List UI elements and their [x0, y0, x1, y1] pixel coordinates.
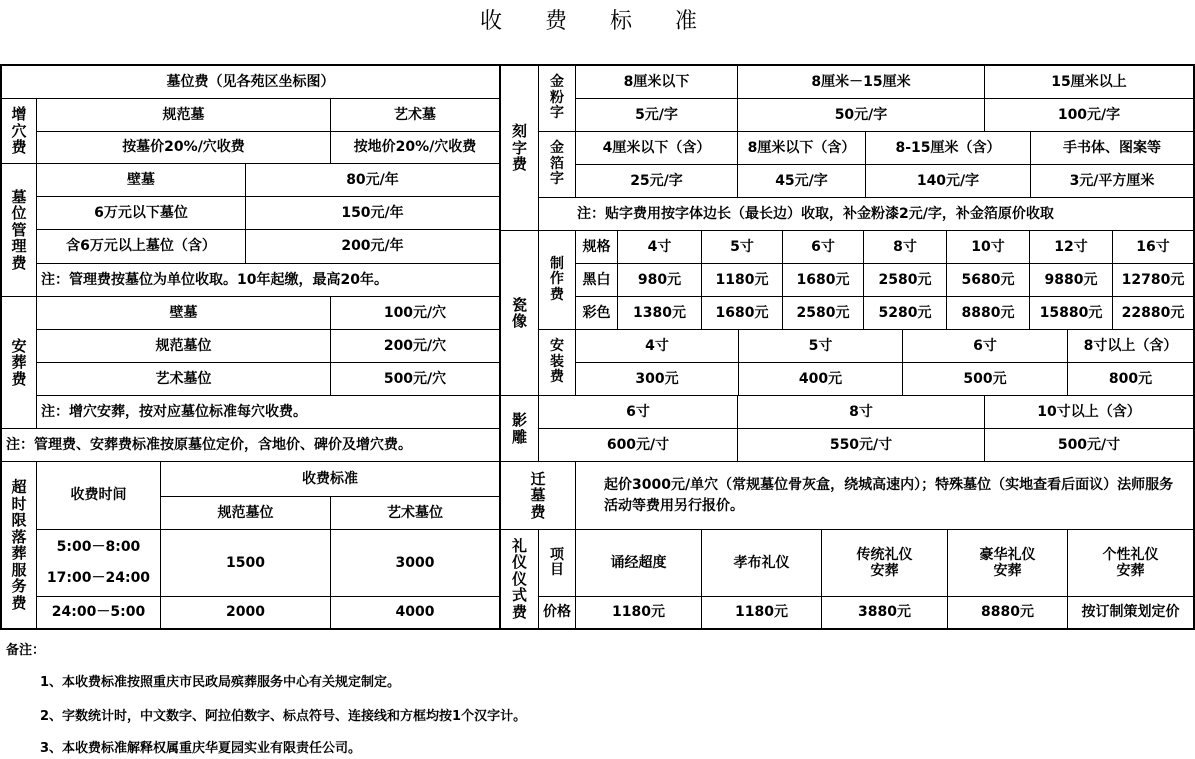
cell: 300元 [575, 362, 739, 396]
cell: 10寸以上（含） [984, 395, 1194, 429]
cell: 4厘米以下（含） [575, 131, 738, 165]
page-title: 收 费 标 准 [480, 9, 715, 34]
cell: 8880元 [947, 596, 1068, 629]
cell: 增 穴 费 [1, 98, 37, 164]
cell: 规范墓位 [36, 329, 331, 363]
cell: 孝布礼仪 [701, 529, 822, 597]
cell: 1180元 [575, 596, 702, 629]
cell: 6寸 [782, 230, 864, 264]
cell: 艺术墓位 [36, 362, 331, 396]
cell: 含6万元以上墓位（含） [36, 229, 246, 264]
note-item: 2、字数统计时，中文数字、阿拉伯数字、标点符号、连接线和方框均按1个汉字计。 [40, 709, 527, 724]
cell: 诵经超度 [575, 529, 702, 597]
cell: 1180元 [701, 263, 783, 297]
cell: 规格 [575, 230, 618, 264]
cell: 80元/年 [245, 163, 500, 197]
cell: 按地价20%/穴收费 [330, 131, 500, 164]
cell: 22880元 [1112, 296, 1194, 330]
note-row: 注：增穴安葬，按对应墓位标准每穴收费。 [36, 395, 500, 429]
cell: 45元/字 [737, 164, 866, 198]
notes-heading: 备注： [6, 643, 46, 658]
cell: 8-15厘米（含） [865, 131, 1031, 165]
cell: 5280元 [863, 296, 947, 330]
cell: 礼 仪 仪 式 费 [500, 529, 539, 629]
cell: 8寸 [863, 230, 947, 264]
cell: 150元/年 [245, 196, 500, 230]
cell: 制 作 费 [538, 230, 576, 330]
cell: 600元/寸 [538, 428, 738, 462]
cell: 2580元 [782, 296, 864, 330]
cell: 起价3000元/单穴（常规墓位骨灰盒，绕城高速内）；特殊墓位（实地查看后面议）法师服务活动等费用另行报价。 [575, 461, 1194, 530]
cell: 金 箔 字 [538, 131, 576, 198]
cell: 24:00－5:00 [36, 596, 161, 629]
cell: 2000 [160, 596, 331, 629]
cell: 2580元 [863, 263, 947, 297]
cell: 12寸 [1029, 230, 1113, 264]
cell: 豪华礼仪 安葬 [947, 529, 1068, 597]
cell: 5:00－8:00 17:00－24:00 [36, 529, 161, 597]
cell: 项 目 [538, 529, 576, 597]
cell: 迁 墓 费 [500, 461, 576, 530]
cell: 彩色 [575, 296, 618, 330]
cell: 9880元 [1029, 263, 1113, 297]
cell: 980元 [617, 263, 702, 297]
cell: 8厘米－15厘米 [737, 65, 985, 99]
cell: 6寸 [902, 329, 1068, 363]
cell: 10寸 [946, 230, 1030, 264]
cell: 4寸 [617, 230, 702, 264]
cell: 按订制策划定价 [1067, 596, 1194, 629]
cell: 5元/字 [575, 98, 738, 132]
cell: 4寸 [575, 329, 739, 363]
cell: 500元 [902, 362, 1068, 396]
cell: 3元/平方厘米 [1030, 164, 1194, 198]
cell: 1500 [160, 529, 331, 597]
cell: 瓷 像 [500, 230, 539, 396]
cell: 1680元 [782, 263, 864, 297]
cell: 艺术墓 [330, 98, 500, 132]
cell: 价格 [538, 596, 576, 629]
note-item: 1、本收费标准按照重庆市民政局殡葬服务中心有关规定制定。 [40, 675, 401, 690]
cell: 墓位费（见各苑区坐标图） [1, 65, 500, 99]
cell: 200元/年 [245, 229, 500, 264]
cell: 8880元 [946, 296, 1030, 330]
cell: 艺术墓位 [330, 496, 500, 530]
cell: 5680元 [946, 263, 1030, 297]
cell: 安 装 费 [538, 329, 576, 396]
cell: 5寸 [738, 329, 903, 363]
cell: 8厘米以下（含） [737, 131, 866, 165]
cell: 传统礼仪 安葬 [821, 529, 948, 597]
cell: 50元/字 [737, 98, 985, 132]
cell: 500元/穴 [330, 362, 500, 396]
cell: 金 粉 字 [538, 65, 576, 132]
cell: 400元 [738, 362, 903, 396]
cell: 黑白 [575, 263, 618, 297]
cell: 4000 [330, 596, 500, 629]
cell: 100元/穴 [330, 296, 500, 330]
cell: 墓 位 管 理 费 [1, 163, 37, 297]
cell: 个性礼仪 安葬 [1067, 529, 1194, 597]
cell: 550元/寸 [737, 428, 985, 462]
cell: 1380元 [617, 296, 702, 330]
cell: 影 雕 [500, 395, 539, 462]
cell: 3880元 [821, 596, 948, 629]
cell: 壁墓 [36, 296, 331, 330]
cell: 收费标准 [160, 461, 500, 497]
cell: 140元/字 [865, 164, 1031, 198]
cell: 收费时间 [36, 461, 161, 530]
cell: 手书体、图案等 [1030, 131, 1194, 165]
cell: 500元/寸 [984, 428, 1194, 462]
cell: 规范墓 [36, 98, 331, 132]
cell: 15厘米以上 [984, 65, 1194, 99]
cell: 8厘米以下 [575, 65, 738, 99]
note-row: 注：贴字费用按字体边长（最长边）收取，补金粉漆2元/字，补金箔原价收取 [538, 197, 1194, 231]
cell: 6万元以下墓位 [36, 196, 246, 230]
cell: 安 葬 费 [1, 296, 37, 429]
cell: 12780元 [1112, 263, 1194, 297]
cell: 25元/字 [575, 164, 738, 198]
cell: 壁墓 [36, 163, 246, 197]
cell: 1180元 [701, 596, 822, 629]
cell: 16寸 [1112, 230, 1194, 264]
cell: 200元/穴 [330, 329, 500, 363]
note-item: 3、本收费标准解释权属重庆华夏园实业有限责任公司。 [40, 741, 362, 756]
cell: 超 时 限 落 葬 服 务 费 [1, 461, 37, 629]
note-row: 注：管理费按墓位为单位收取。10年起缴，最高20年。 [36, 263, 500, 297]
cell: 1680元 [701, 296, 783, 330]
cell: 800元 [1067, 362, 1194, 396]
cell: 5寸 [701, 230, 783, 264]
cell: 按墓价20%/穴收费 [36, 131, 331, 164]
cell: 8寸 [737, 395, 985, 429]
cell: 规范墓位 [160, 496, 331, 530]
note-row: 注：管理费、安葬费标准按原墓位定价，含地价、碑价及增穴费。 [1, 428, 500, 462]
cell: 3000 [330, 529, 500, 597]
cell: 100元/字 [984, 98, 1194, 132]
cell: 6寸 [538, 395, 738, 429]
cell: 8寸以上（含） [1067, 329, 1194, 363]
cell: 15880元 [1029, 296, 1113, 330]
cell: 刻 字 费 [500, 65, 539, 231]
